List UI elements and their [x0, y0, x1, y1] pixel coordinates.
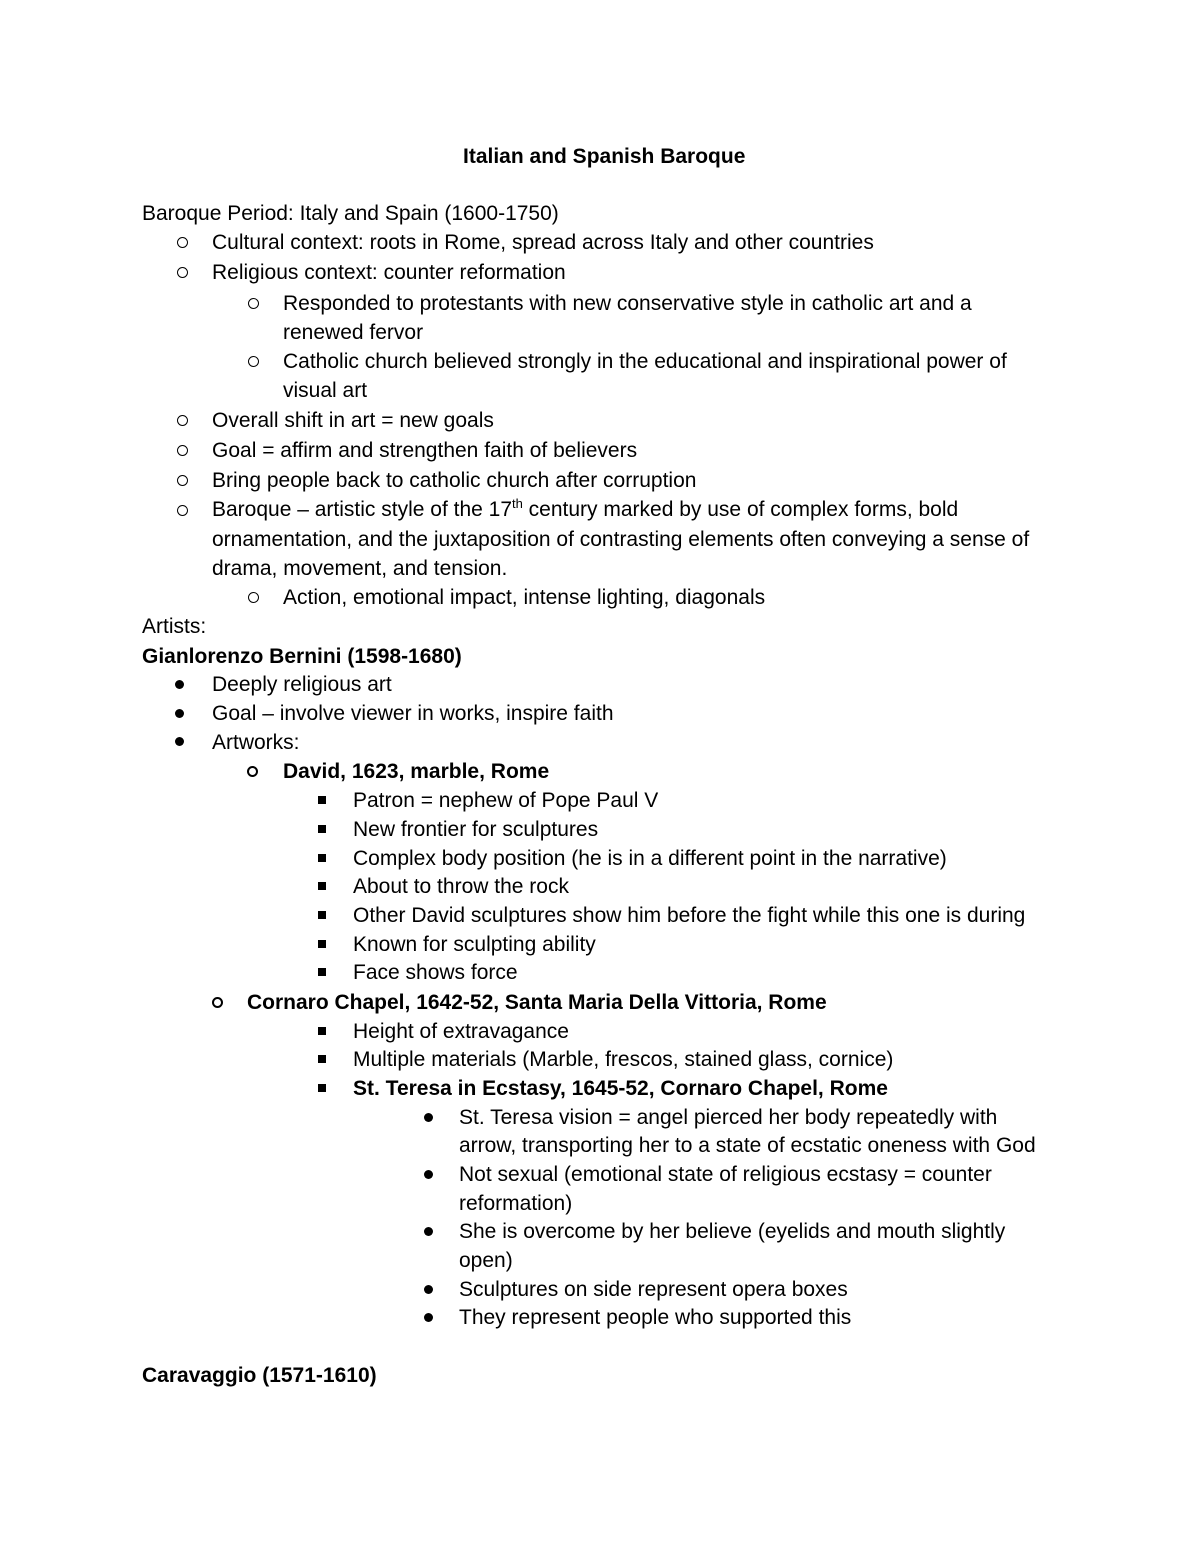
teresa-vision-line2: arrow, transporting her to a state of ecstatic oneness with God — [459, 1134, 1036, 1157]
david-note: Known for sculpting ability — [353, 933, 596, 956]
ring-bullet-icon — [177, 445, 188, 456]
baroque-definition-text-b: century marked by use of complex forms, bold — [522, 498, 959, 521]
david-title: David, 1623, marble, Rome — [283, 760, 550, 783]
david-note: About to throw the rock — [353, 875, 569, 898]
cornaro-note: Height of extravagance — [353, 1020, 569, 1043]
bullet-dot-icon — [175, 737, 184, 746]
david-note: Face shows force — [353, 961, 518, 984]
ring-bullet-icon — [177, 267, 188, 278]
baroque-definition-text-a: Baroque – artistic style of the 17 — [212, 498, 512, 521]
teresa-sexual-line2: reformation) — [459, 1192, 573, 1215]
caravaggio-heading: Caravaggio (1571-1610) — [142, 1364, 377, 1387]
ring-bullet-icon — [248, 592, 259, 603]
cornaro-note: Multiple materials (Marble, frescos, stained glass, cornice) — [353, 1048, 894, 1071]
document-title: Italian and Spanish Baroque — [463, 145, 746, 168]
bernini-religious-item: Deeply religious art — [212, 673, 392, 696]
ring-bullet-icon — [247, 766, 258, 777]
ring-bullet-icon — [177, 237, 188, 248]
ring-bullet-icon — [248, 298, 259, 309]
david-note: Other David sculptures show him before the fight while this one is during — [353, 904, 1026, 927]
square-bullet-icon — [318, 825, 326, 833]
square-bullet-icon — [318, 796, 326, 804]
bernini-goal-item: Goal – involve viewer in works, inspire faith — [212, 702, 614, 725]
baroque-definition-line1 — [212, 495, 958, 524]
artists-label: Artists: — [142, 615, 207, 638]
catholic-church-item-line2: visual art — [283, 379, 368, 402]
ring-bullet-icon — [177, 475, 188, 486]
cultural-context-item: Cultural context: roots in Rome, spread across Italy and other countries — [212, 231, 874, 254]
overall-shift-item: Overall shift in art = new goals — [212, 409, 494, 432]
square-bullet-icon — [318, 1084, 326, 1092]
ring-bullet-icon — [212, 997, 223, 1008]
teresa-sexual-line1: Not sexual (emotional state of religious ecstasy = counter — [459, 1163, 992, 1186]
period-heading: Baroque Period: Italy and Spain (1600-1750) — [142, 202, 559, 225]
david-note: Complex body position (he is in a different point in the narrative) — [353, 847, 947, 870]
catholic-church-item-line1: Catholic church believed strongly in the educational and inspirational power of — [283, 350, 1007, 373]
teresa-overcome-line1: She is overcome by her believe (eyelids and mouth slightly — [459, 1220, 1006, 1243]
teresa-opera-item: Sculptures on side represent opera boxes — [459, 1278, 848, 1301]
square-bullet-icon — [318, 940, 326, 948]
responded-item-line1: Responded to protestants with new conservative style in catholic art and a — [283, 292, 972, 315]
bullet-dot-icon — [424, 1313, 433, 1322]
ring-bullet-icon — [177, 505, 188, 516]
responded-item-line2: renewed fervor — [283, 321, 424, 344]
david-note: Patron = nephew of Pope Paul V — [353, 789, 659, 812]
baroque-definition-line2: ornamentation, and the juxtaposition of contrasting elements often conveying a sense of — [212, 528, 1030, 551]
square-bullet-icon — [318, 968, 326, 976]
teresa-vision-line1: St. Teresa vision = angel pierced her body repeatedly with — [459, 1106, 998, 1129]
bernini-artworks-item: Artworks: — [212, 731, 300, 754]
action-item: Action, emotional impact, intense lighting, diagonals — [283, 586, 766, 609]
baroque-definition-line3: drama, movement, and tension. — [212, 557, 508, 580]
bring-people-item: Bring people back to catholic church after corruption — [212, 469, 697, 492]
bullet-dot-icon — [424, 1170, 433, 1179]
square-bullet-icon — [318, 1027, 326, 1035]
bullet-dot-icon — [424, 1113, 433, 1122]
religious-context-item: Religious context: counter reformation — [212, 261, 566, 284]
teresa-overcome-line2: open) — [459, 1249, 513, 1272]
bullet-dot-icon — [175, 709, 184, 718]
square-bullet-icon — [318, 854, 326, 862]
square-bullet-icon — [318, 1055, 326, 1063]
ring-bullet-icon — [177, 415, 188, 426]
david-note: New frontier for sculptures — [353, 818, 599, 841]
bullet-dot-icon — [175, 680, 184, 689]
teresa-title: St. Teresa in Ecstasy, 1645-52, Cornaro Chapel, Rome — [353, 1077, 888, 1100]
square-bullet-icon — [318, 882, 326, 890]
ring-bullet-icon — [248, 356, 259, 367]
square-bullet-icon — [318, 911, 326, 919]
bernini-heading: Gianlorenzo Bernini (1598-1680) — [142, 645, 462, 668]
ordinal-suffix: th — [512, 496, 523, 511]
teresa-supported-item: They represent people who supported this — [459, 1306, 852, 1329]
cornaro-title: Cornaro Chapel, 1642-52, Santa Maria Della Vittoria, Rome — [247, 991, 827, 1014]
bullet-dot-icon — [424, 1285, 433, 1294]
goal-faith-item: Goal = affirm and strengthen faith of believers — [212, 439, 638, 462]
bullet-dot-icon — [424, 1227, 433, 1236]
